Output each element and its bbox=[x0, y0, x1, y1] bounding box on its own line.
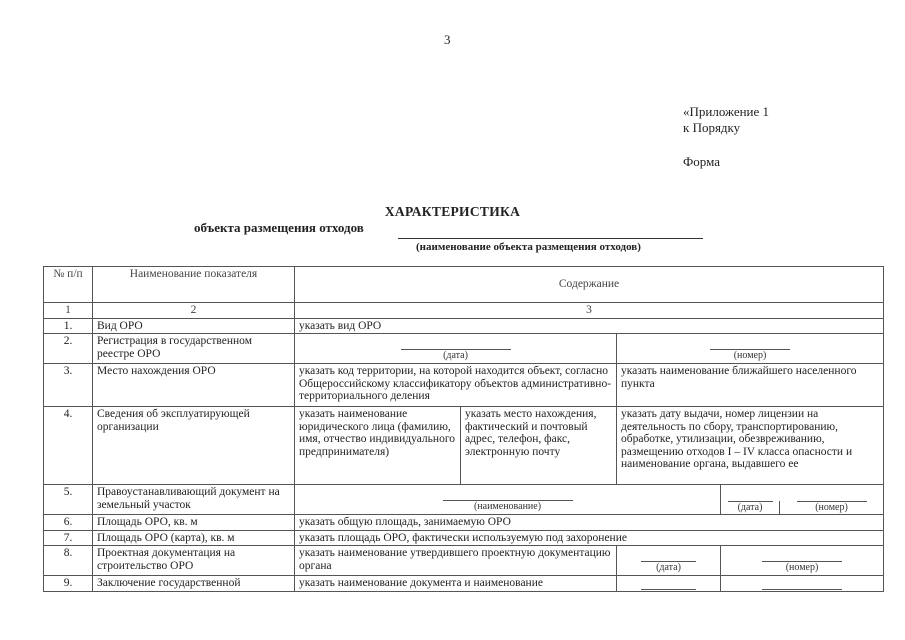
subtitle-fill-line bbox=[398, 238, 703, 239]
row-name: Вид ОРО bbox=[93, 318, 295, 334]
date-caption: (дата) bbox=[443, 349, 468, 361]
row-name: Площадь ОРО (карта), кв. м bbox=[93, 530, 295, 546]
appendix-header bbox=[683, 104, 769, 136]
row-num: 6. bbox=[44, 515, 93, 531]
row-number-cell bbox=[721, 576, 884, 592]
date-caption: (дата) bbox=[737, 501, 763, 513]
header-name: Наименование показателя bbox=[93, 267, 295, 303]
number-slot bbox=[780, 501, 883, 515]
row-content-a: указать наименование юридического лица (фамилию, имя, отчество индивидуального предпринимателя) bbox=[295, 407, 461, 485]
row-name: Площадь ОРО, кв. м bbox=[93, 515, 295, 531]
row-num: 8. bbox=[44, 546, 93, 576]
row-content: указать общую площадь, занимаемую ОРО bbox=[295, 515, 884, 531]
row-name: Регистрация в государственном реестре ОРО bbox=[93, 334, 295, 364]
document-subtitle: объекта размещения отходов bbox=[194, 220, 364, 235]
row-num: 9. bbox=[44, 576, 93, 592]
appendix-line-1: «Приложение 1 bbox=[683, 104, 770, 119]
table-header-row bbox=[44, 267, 884, 303]
row-date-number-cell bbox=[721, 485, 884, 515]
table-index-row bbox=[44, 303, 884, 319]
index-col-3: 3 bbox=[295, 303, 884, 319]
subtitle-note: (наименование объекта размещения отходов) bbox=[416, 241, 641, 253]
row-content-b: указать место нахождения, фактический и почтовый адрес, телефон, факс, электронную почту bbox=[461, 407, 617, 485]
row-content: указать вид ОРО bbox=[295, 318, 884, 334]
row-content-b: указать наименование ближайшего населенного пункта bbox=[617, 364, 884, 407]
number-caption: (номер) bbox=[733, 349, 767, 361]
row-content: указать площадь ОРО, фактически используемую под захоронение bbox=[295, 530, 884, 546]
table-row bbox=[44, 364, 884, 407]
number-caption: (номер) bbox=[815, 501, 848, 513]
index-col-2: 2 bbox=[93, 303, 295, 319]
date-fill-line bbox=[641, 589, 696, 590]
row-caption-cell bbox=[295, 485, 721, 515]
table-row bbox=[44, 318, 884, 334]
row-content-c: указать дату выдачи, номер лицензии на деятельность по сбору, транспортированию, обработке, утилизации, обезвреживанию, размещению отходов I – IV класса опасности и наименование органа, выдавшего ее bbox=[617, 407, 884, 485]
row-name: Место нахождения ОРО bbox=[93, 364, 295, 407]
form-label: Форма bbox=[683, 154, 720, 169]
row-name: Правоустанавливающий документ на земельный участок bbox=[93, 485, 295, 515]
row-num: 7. bbox=[44, 530, 93, 546]
row-date-cell bbox=[617, 576, 721, 592]
table-row bbox=[44, 515, 884, 531]
row-content: указать наименование документа и наименование bbox=[295, 576, 617, 592]
number-fill-line bbox=[762, 589, 842, 590]
table-row bbox=[44, 407, 884, 485]
row-num: 5. bbox=[44, 485, 93, 515]
date-number-pair bbox=[721, 501, 883, 515]
row-name: Заключение государственной bbox=[93, 576, 295, 592]
index-col-1: 1 bbox=[44, 303, 93, 319]
row-date-cell bbox=[617, 546, 721, 576]
row-num: 3. bbox=[44, 364, 93, 407]
date-slot bbox=[721, 501, 780, 515]
table-row bbox=[44, 530, 884, 546]
header-num: № п/п bbox=[44, 267, 93, 303]
table-row bbox=[44, 334, 884, 364]
characteristics-table bbox=[43, 266, 884, 592]
header-content: Содержание bbox=[295, 267, 884, 303]
row-num: 2. bbox=[44, 334, 93, 364]
table-row bbox=[44, 485, 884, 515]
row-content-a: указать код территории, на которой находится объект, согласно Общероссийскому классификатору объектов административно-территориального деления bbox=[295, 364, 617, 407]
appendix-line-2: к Порядку bbox=[683, 120, 741, 135]
row-name: Сведения об эксплуатирующей организации bbox=[93, 407, 295, 485]
page-number: 3 bbox=[444, 32, 451, 47]
date-caption: (дата) bbox=[656, 561, 681, 573]
row-date-cell bbox=[295, 334, 617, 364]
table-row bbox=[44, 576, 884, 592]
caption-text: (наименование) bbox=[473, 500, 542, 512]
table-row bbox=[44, 546, 884, 576]
row-num: 4. bbox=[44, 407, 93, 485]
row-num: 1. bbox=[44, 318, 93, 334]
number-caption: (номер) bbox=[785, 561, 819, 573]
row-content: указать наименование утвердившего проектную документацию органа bbox=[295, 546, 617, 576]
row-name: Проектная документация на строительство ОРО bbox=[93, 546, 295, 576]
row-number-cell bbox=[721, 546, 884, 576]
row-number-cell bbox=[617, 334, 884, 364]
document-title: ХАРАКТЕРИСТИКА bbox=[384, 204, 521, 219]
